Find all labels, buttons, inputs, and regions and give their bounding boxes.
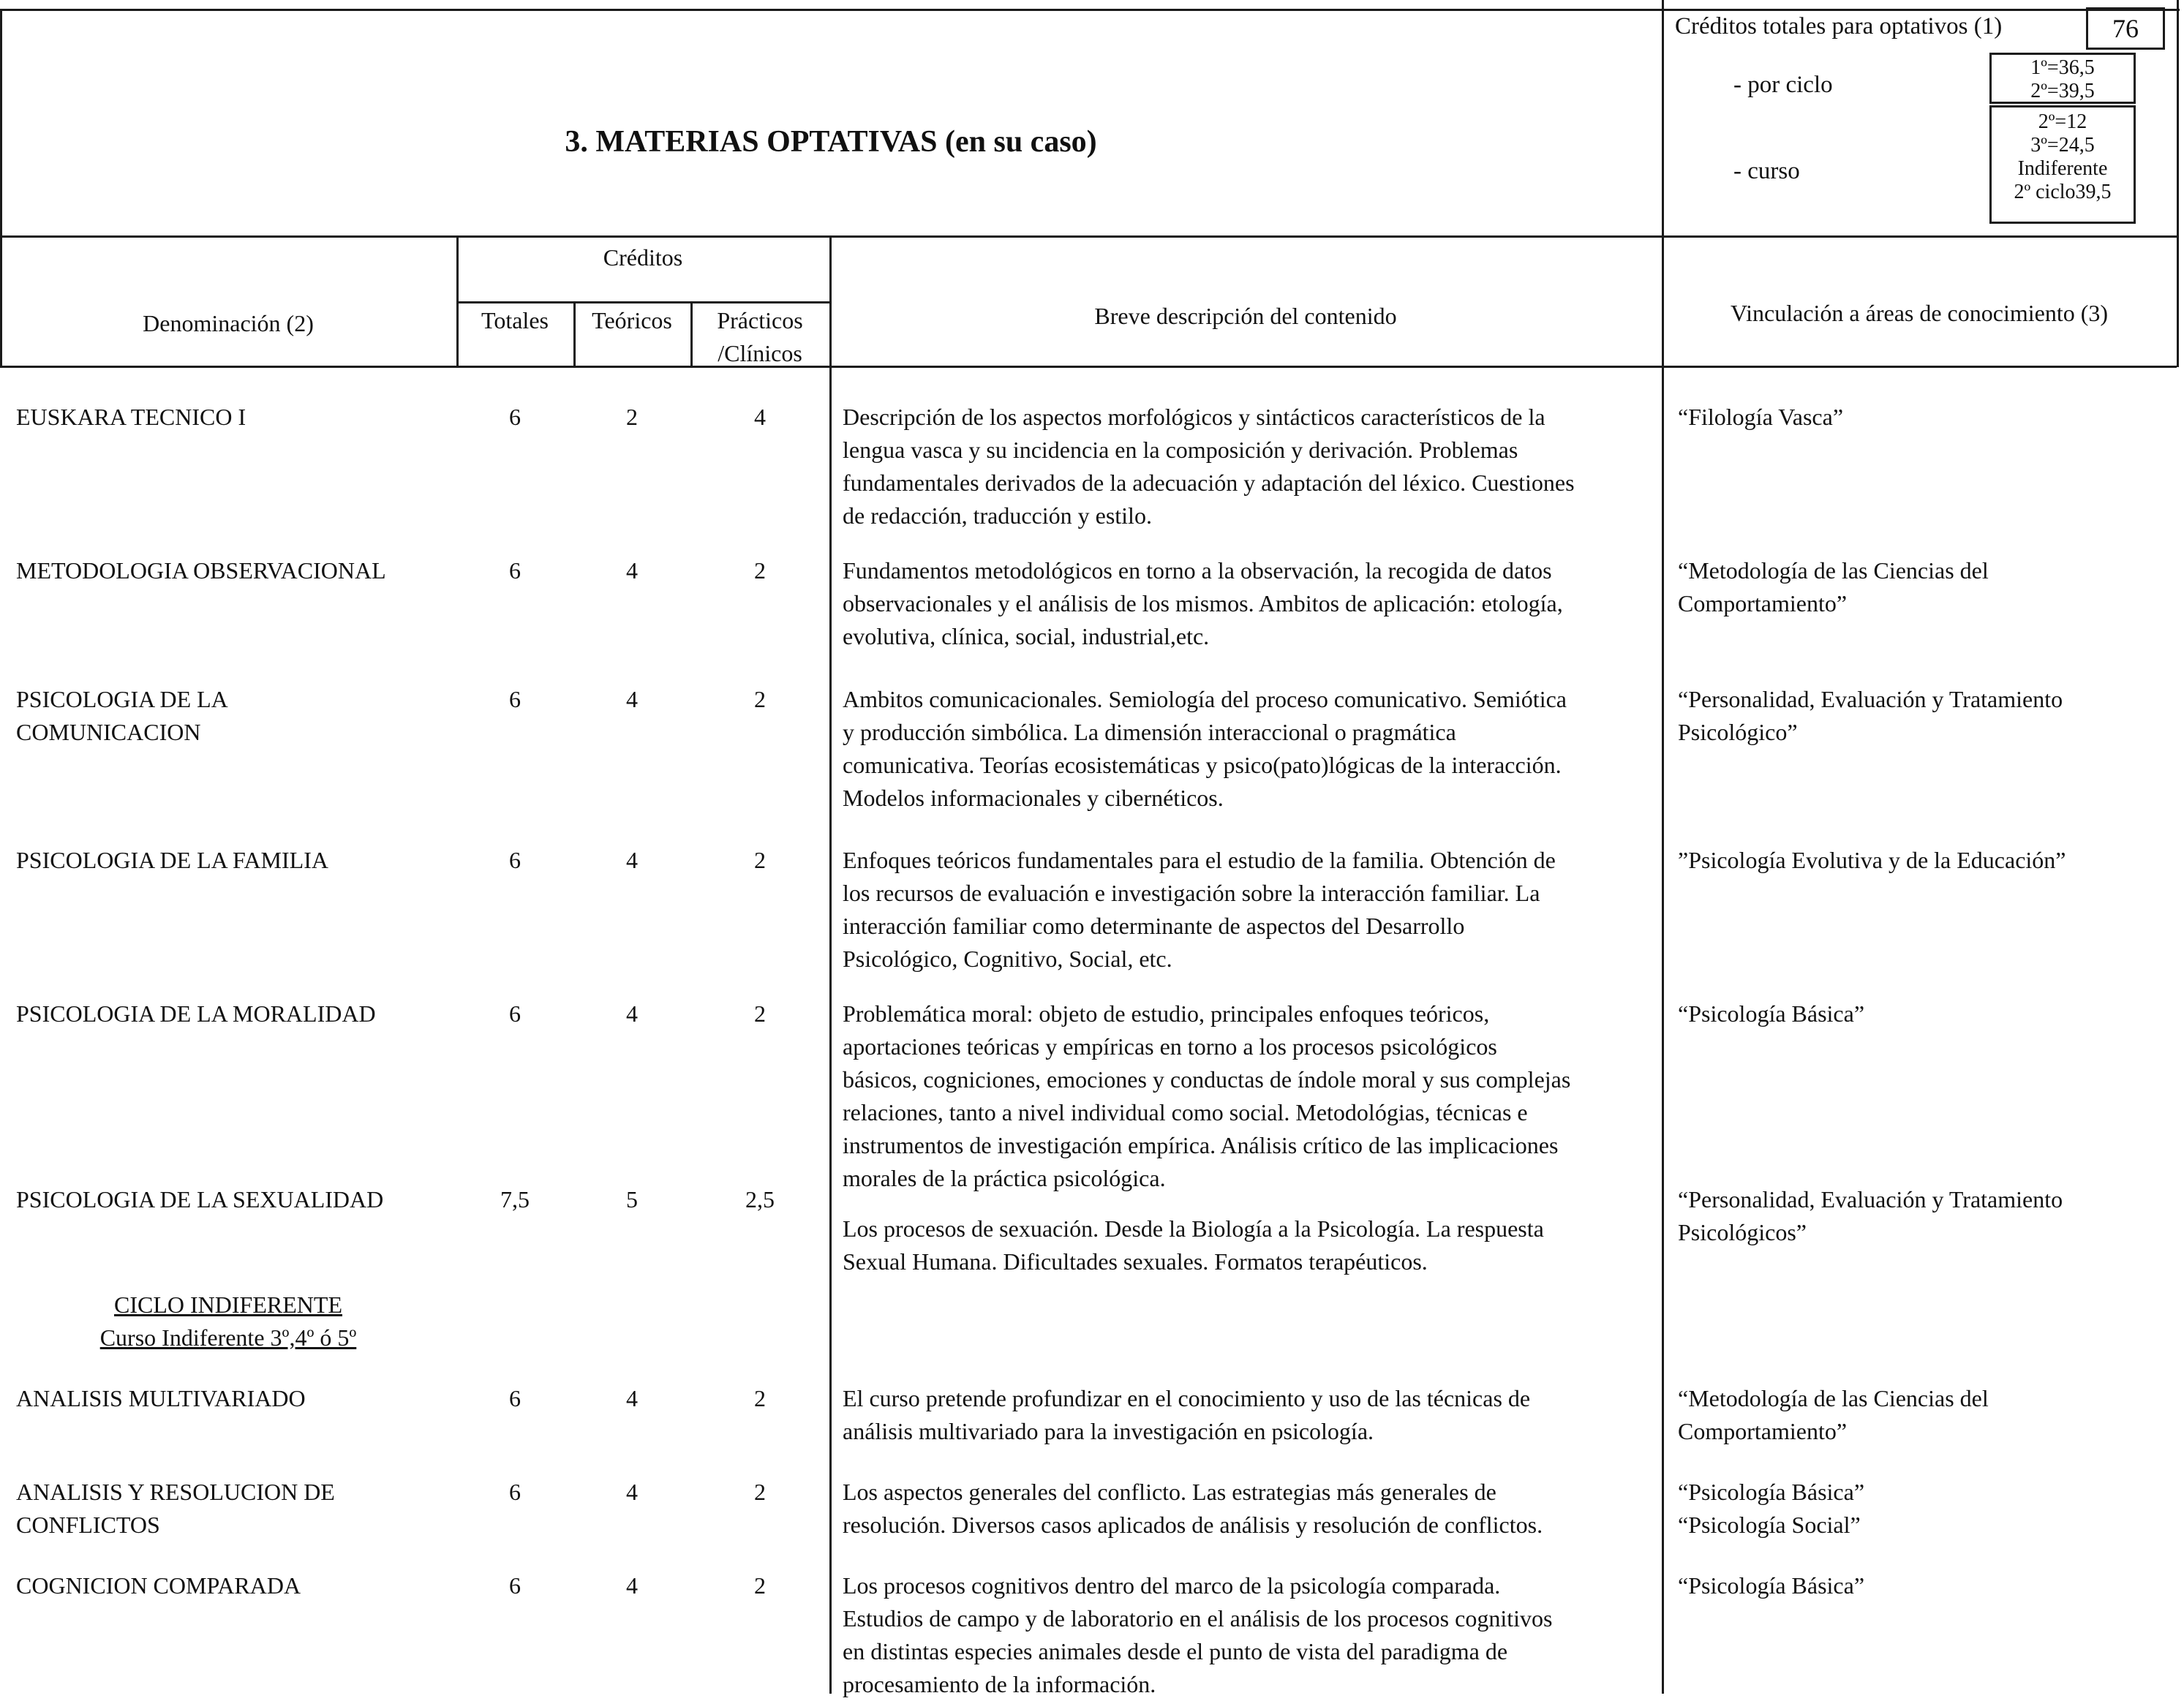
subject-description-line: Ambitos comunicacionales. Semiología del proceso comunicativo. Semiótica bbox=[843, 686, 1567, 712]
col-header-denominacion: Denominación (2) bbox=[143, 310, 314, 336]
credits-teoricos: 4 bbox=[626, 1000, 638, 1027]
curso-value-3: Indiferente bbox=[2017, 157, 2108, 180]
credits-practicos: 2 bbox=[754, 557, 766, 584]
credits-practicos: 2 bbox=[754, 1000, 766, 1027]
por-ciclo-value-2: 2º=39,5 bbox=[2030, 80, 2095, 102]
subject-description-line: Fundamentos metodológicos en torno a la observación, la recogida de datos bbox=[843, 557, 1552, 584]
page-right-border bbox=[2177, 0, 2179, 367]
col-header-creditos: Créditos bbox=[603, 244, 683, 271]
header-bottom-border bbox=[0, 235, 2177, 238]
credits-total-box: 76 bbox=[2086, 7, 2165, 50]
subject-description bbox=[843, 683, 1656, 815]
credits-totales: 6 bbox=[509, 1385, 521, 1411]
subject-name bbox=[16, 1476, 448, 1542]
knowledge-area bbox=[1678, 1476, 2168, 1542]
subject-description-line: básicos, cogniciones, emociones y conductas de índole moral y sus complejas bbox=[843, 1066, 1571, 1093]
subject-name-line: EUSKARA TECNICO I bbox=[16, 404, 246, 430]
credits-totales: 6 bbox=[509, 847, 521, 873]
credits-total-label: Créditos totales para optativos (1) bbox=[1675, 13, 2003, 39]
subject-name-line: PSICOLOGIA DE LA bbox=[16, 686, 228, 712]
subject-description bbox=[843, 1569, 1656, 1701]
col-header-teoricos: Teóricos bbox=[592, 307, 672, 333]
credits-totales: 6 bbox=[509, 1000, 521, 1027]
subject-description-line: de redacción, traducción y estilo. bbox=[843, 502, 1152, 529]
credits-practicos: 2,5 bbox=[745, 1186, 775, 1212]
subject-name-line: COMUNICACION bbox=[16, 719, 201, 745]
subject-name bbox=[16, 997, 448, 1030]
curso-value-4: 2º ciclo39,5 bbox=[2014, 181, 2112, 203]
subject-description bbox=[843, 1476, 1656, 1542]
credits-totales: 6 bbox=[509, 557, 521, 584]
subject-description-line: Problemática moral: objeto de estudio, principales enfoques teóricos, bbox=[843, 1000, 1490, 1027]
subject-description bbox=[843, 1212, 1656, 1278]
knowledge-area-line: “Metodología de las Ciencias del bbox=[1678, 557, 1989, 584]
credits-practicos: 2 bbox=[754, 1385, 766, 1411]
credits-teoricos: 5 bbox=[626, 1186, 638, 1212]
credits-teoricos: 4 bbox=[626, 1479, 638, 1505]
subject-name bbox=[16, 401, 448, 434]
subject-description-line: fundamentales derivados de la adecuación y adaptación del léxico. Cuestiones bbox=[843, 469, 1575, 496]
subject-name-line: ANALISIS Y RESOLUCION DE bbox=[16, 1479, 335, 1505]
credits-totales: 7,5 bbox=[500, 1186, 530, 1212]
knowledge-area-line: “Filología Vasca” bbox=[1678, 404, 1844, 430]
por-ciclo-label: - por ciclo bbox=[1733, 72, 1833, 98]
col-header-practicos bbox=[690, 304, 829, 370]
subject-name bbox=[16, 1183, 448, 1216]
col-header-descripcion: Breve descripción del contenido bbox=[1094, 303, 1397, 329]
subject-description-line: Estudios de campo y de laboratorio en el análisis de los procesos cognitivos bbox=[843, 1605, 1553, 1632]
credits-teoricos: 4 bbox=[626, 1572, 638, 1599]
knowledge-area-line: Comportamiento” bbox=[1678, 1418, 1848, 1444]
subject-description-line: Modelos informacionales y cibernéticos. bbox=[843, 785, 1224, 811]
curso-value-2: 3º=24,5 bbox=[2030, 134, 2095, 156]
knowledge-area bbox=[1678, 401, 2168, 434]
subject-description-line: comunicativa. Teorías ecosistemáticas y psico(pato)lógicas de la interacción. bbox=[843, 752, 1562, 778]
page-title: 3. MATERIAS OPTATIVAS (en su caso) bbox=[565, 125, 1097, 159]
subject-description-line: en distintas especies animales desde el punto de vista del paradigma de bbox=[843, 1638, 1508, 1664]
knowledge-area-line: “Psicología Básica” bbox=[1678, 1000, 1865, 1027]
subject-description bbox=[843, 554, 1656, 653]
credits-practicos: 2 bbox=[754, 847, 766, 873]
subject-description-line: Sexual Humana. Dificultades sexuales. Formatos terapéuticos. bbox=[843, 1248, 1428, 1275]
subject-description bbox=[843, 844, 1656, 976]
subject-description-line: relaciones, tanto a nivel individual como social. Metodológias, técnicas e bbox=[843, 1099, 1528, 1125]
col-header-practicos-line2: /Clínicos bbox=[718, 340, 802, 366]
credits-teoricos: 4 bbox=[626, 847, 638, 873]
curso-box bbox=[1989, 105, 2136, 224]
credits-totales: 6 bbox=[509, 1479, 521, 1505]
credits-totales: 6 bbox=[509, 686, 521, 712]
section-heading bbox=[0, 1289, 456, 1354]
knowledge-area-line: “Metodología de las Ciencias del bbox=[1678, 1385, 1989, 1411]
credits-totales: 6 bbox=[509, 404, 521, 430]
credits-practicos: 4 bbox=[754, 404, 766, 430]
subject-description-line: lengua vasca y su incidencia en la composición y derivación. Problemas bbox=[843, 437, 1518, 463]
col-header-vinculacion: Vinculación a áreas de conocimiento (3) bbox=[1730, 300, 2109, 326]
subject-name-line: PSICOLOGIA DE LA FAMILIA bbox=[16, 847, 328, 873]
knowledge-area-line: “Psicología Social” bbox=[1678, 1512, 1861, 1538]
column-header-bottom-border bbox=[0, 366, 2177, 368]
subject-description-line: Los aspectos generales del conflicto. Las estrategias más generales de bbox=[843, 1479, 1496, 1505]
curso-label: - curso bbox=[1733, 158, 1800, 184]
subject-name bbox=[16, 1569, 448, 1602]
creditos-group-divider bbox=[456, 301, 831, 303]
subject-name-line: PSICOLOGIA DE LA MORALIDAD bbox=[16, 1000, 376, 1027]
subject-name bbox=[16, 554, 448, 587]
knowledge-area-line: ”Psicología Evolutiva y de la Educación” bbox=[1678, 847, 2066, 873]
col-header-practicos-line1: Prácticos bbox=[717, 307, 803, 333]
subject-name bbox=[16, 844, 448, 877]
subject-description bbox=[843, 401, 1656, 532]
col-divider-descripcion-left bbox=[829, 235, 832, 1694]
credits-totales: 6 bbox=[509, 1572, 521, 1599]
subject-name-line: PSICOLOGIA DE LA SEXUALIDAD bbox=[16, 1186, 384, 1212]
subject-description-line: observacionales y el análisis de los mismos. Ambitos de aplicación: etología, bbox=[843, 590, 1563, 616]
knowledge-area-line: Comportamiento” bbox=[1678, 590, 1848, 616]
subject-description-line: los recursos de evaluación e investigación sobre la interacción familiar. La bbox=[843, 880, 1540, 906]
subject-name-line: COGNICION COMPARADA bbox=[16, 1572, 301, 1599]
subject-description-line: Descripción de los aspectos morfológicos y sintácticos característicos de la bbox=[843, 404, 1545, 430]
por-ciclo-box bbox=[1989, 53, 2136, 104]
credits-teoricos: 4 bbox=[626, 557, 638, 584]
subject-description-line: procesamiento de la información. bbox=[843, 1671, 1156, 1697]
subject-description-line: análisis multivariado para la investigación en psicología. bbox=[843, 1418, 1374, 1444]
curso-value-1: 2º=12 bbox=[2038, 110, 2087, 133]
credits-teoricos: 4 bbox=[626, 686, 638, 712]
credits-teoricos: 4 bbox=[626, 1385, 638, 1411]
subject-description bbox=[843, 1382, 1656, 1448]
subject-description-line: instrumentos de investigación empírica. Análisis crítico de las implicaciones bbox=[843, 1132, 1559, 1158]
subject-description-line: Enfoques teóricos fundamentales para el estudio de la familia. Obtención de bbox=[843, 847, 1556, 873]
subject-description-line: aportaciones teóricas y empíricas en torno a los procesos psicológicos bbox=[843, 1033, 1497, 1060]
knowledge-area bbox=[1678, 1183, 2168, 1249]
subject-name-line: ANALISIS MULTIVARIADO bbox=[16, 1385, 306, 1411]
subject-name-line: METODOLOGIA OBSERVACIONAL bbox=[16, 557, 386, 584]
subject-description-line: morales de la práctica psicológica. bbox=[843, 1165, 1166, 1191]
credits-practicos: 2 bbox=[754, 686, 766, 712]
subject-description-line: El curso pretende profundizar en el conocimiento y uso de las técnicas de bbox=[843, 1385, 1531, 1411]
knowledge-area bbox=[1678, 1382, 2168, 1448]
subject-description-line: Los procesos cognitivos dentro del marco de la psicología comparada. bbox=[843, 1572, 1501, 1599]
subject-description-line: evolutiva, clínica, social, industrial,etc. bbox=[843, 623, 1210, 649]
credits-teoricos: 2 bbox=[626, 404, 638, 430]
knowledge-area-line: Psicológico” bbox=[1678, 719, 1798, 745]
section-heading-curso: Curso Indiferente 3º,4º ó 5º bbox=[99, 1324, 357, 1351]
knowledge-area bbox=[1678, 997, 2168, 1030]
subject-name bbox=[16, 1382, 448, 1415]
subject-description-line: resolución. Diversos casos aplicados de análisis y resolución de conflictos. bbox=[843, 1512, 1543, 1538]
credits-practicos: 2 bbox=[754, 1479, 766, 1505]
subject-description-line: Psicológico, Cognitivo, Social, etc. bbox=[843, 946, 1172, 972]
por-ciclo-value-1: 1º=36,5 bbox=[2030, 56, 2095, 79]
subject-description-line: Los procesos de sexuación. Desde la Biología a la Psicología. La respuesta bbox=[843, 1215, 1544, 1242]
knowledge-area bbox=[1678, 554, 2168, 620]
subject-description-line: interacción familiar como determinante de aspectos del Desarrollo bbox=[843, 913, 1465, 939]
knowledge-area bbox=[1678, 1569, 2168, 1602]
section-heading-ciclo: CICLO INDIFERENTE bbox=[114, 1291, 342, 1318]
knowledge-area-line: “Personalidad, Evaluación y Tratamiento bbox=[1678, 686, 2063, 712]
subject-description-line: y producción simbólica. La dimensión interaccional o pragmática bbox=[843, 719, 1456, 745]
subject-description bbox=[843, 997, 1656, 1195]
credits-practicos: 2 bbox=[754, 1572, 766, 1599]
col-header-totales: Totales bbox=[481, 307, 549, 333]
knowledge-area bbox=[1678, 683, 2168, 749]
subject-name bbox=[16, 683, 448, 749]
knowledge-area-line: Psicológicos” bbox=[1678, 1219, 1807, 1245]
col-divider-vinculacion-left bbox=[1662, 366, 1664, 1694]
knowledge-area-line: “Personalidad, Evaluación y Tratamiento bbox=[1678, 1186, 2063, 1212]
knowledge-area-line: “Psicología Básica” bbox=[1678, 1572, 1865, 1599]
knowledge-area-line: “Psicología Básica” bbox=[1678, 1479, 1865, 1505]
subject-name-line: CONFLICTOS bbox=[16, 1512, 160, 1538]
knowledge-area bbox=[1678, 844, 2168, 877]
